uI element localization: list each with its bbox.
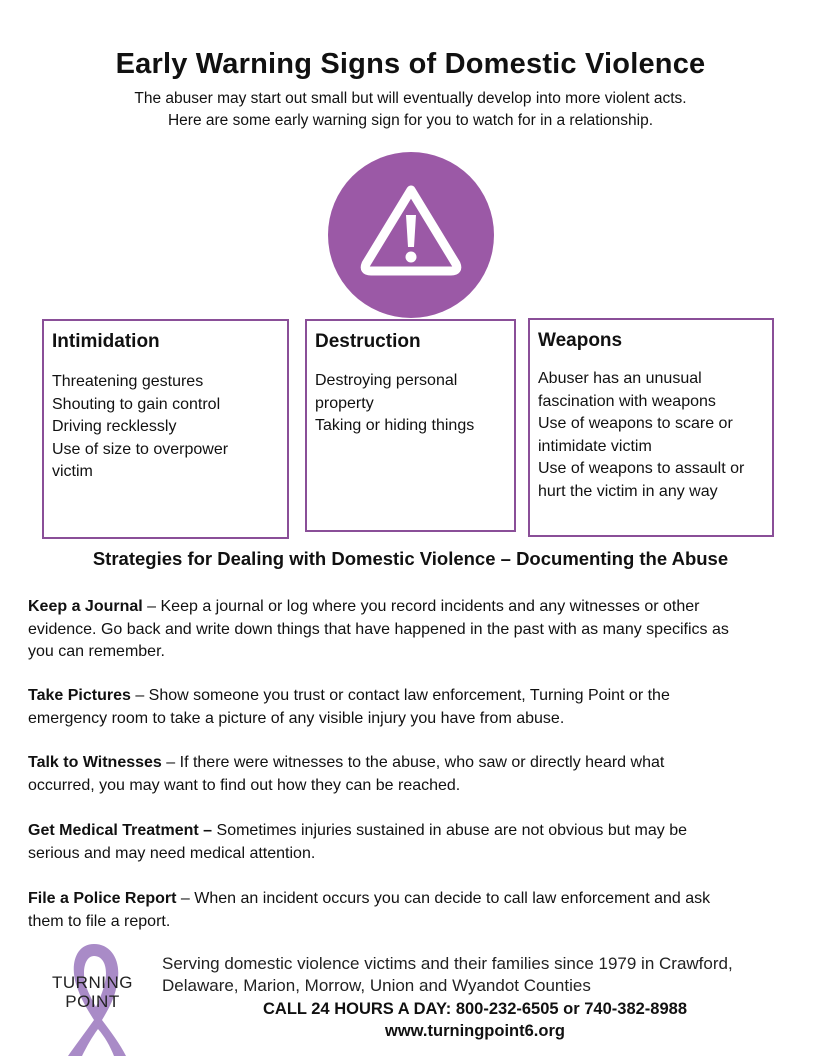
serving-line-2: Delaware, Marion, Morrow, Union and Wyandot Counties: [162, 976, 591, 995]
destruction-box: [305, 319, 516, 532]
strategy-text: serious and may need medical attention.: [28, 844, 316, 862]
page-title: Early Warning Signs of Domestic Violence: [115, 48, 706, 80]
strategy-separator: –: [176, 890, 195, 907]
list-item: property: [315, 394, 374, 412]
list-item: hurt the victim in any way: [538, 482, 718, 500]
list-item: Use of weapons to scare or: [538, 415, 733, 432]
strategy-medical-treatment: [28, 820, 798, 865]
logo-text-turning: TURNING: [52, 973, 133, 992]
strategy-text: them to file a report.: [28, 912, 171, 930]
logo-text-point: POINT: [65, 992, 120, 1011]
list-item: Threatening gestures: [52, 373, 204, 390]
strategy-talk-witnesses: [28, 752, 798, 797]
strategy-separator: –: [142, 598, 161, 615]
strategy-term: Keep a Journal: [28, 598, 143, 615]
strategy-term: Take Pictures: [28, 687, 131, 704]
list-item: intimidate victim: [538, 437, 652, 455]
strategies-heading: Strategies for Dealing with Domestic Violence – Documenting the Abuse: [92, 548, 729, 569]
strategy-term: Get Medical Treatment –: [28, 822, 213, 839]
strategy-text: Sometimes injuries sustained in abuse are not obvious but may be: [216, 822, 687, 839]
list-item: Destroying personal: [315, 372, 458, 389]
destruction-title: Destruction: [315, 331, 421, 352]
warning-circle: [328, 152, 494, 318]
weapons-list: [538, 368, 758, 503]
list-item: Shouting to gain control: [52, 395, 221, 413]
subtitle-line-2: Here are some early warning sign for you to watch for in a relationship.: [167, 112, 654, 129]
subtitle-line-1: The abuser may start out small but will eventually develop into more violent acts.: [134, 90, 687, 107]
list-item: Use of weapons to assault or: [538, 460, 745, 477]
strategy-text: If there were witnesses to the abuse, who saw or directly heard what: [179, 754, 665, 771]
strategy-text: When an incident occurs you can decide to call law enforcement and ask: [194, 890, 711, 907]
strategy-text: occurred, you may want to find out how they can be reached.: [28, 776, 461, 794]
strategy-text: Show someone you trust or contact law enforcement, Turning Point or the: [148, 687, 670, 704]
weapons-title: Weapons: [538, 330, 623, 351]
intimidation-list: [52, 371, 273, 484]
intimidation-box: [42, 319, 289, 539]
strategy-text: you can remember.: [28, 643, 165, 660]
warning-icon: [328, 152, 494, 318]
hotline: CALL 24 HOURS A DAY: 800-232-6505 or 740-382-8988: [262, 1000, 687, 1018]
strategy-text: emergency room to take a picture of any visible injury you have from abuse.: [28, 709, 565, 727]
footer-serving: [162, 953, 802, 997]
list-item: fascination with weapons: [538, 392, 716, 410]
list-item: victim: [52, 463, 93, 480]
list-item: Driving recklessly: [52, 418, 177, 435]
strategy-police-report: [28, 888, 798, 933]
strategy-text: evidence. Go back and write down things that have happened in the past with as many specifics as: [28, 620, 729, 638]
list-item: Use of size to overpower: [52, 440, 229, 458]
website-link[interactable]: www.turningpoint6.org: [385, 1022, 565, 1040]
strategy-separator: –: [161, 754, 180, 771]
list-item: Abuser has an unusual: [538, 370, 702, 387]
destruction-list: [315, 370, 500, 438]
strategy-separator: –: [130, 687, 149, 704]
strategy-text: Keep a journal or log where you record incidents and any witnesses or other: [160, 598, 700, 615]
serving-line-1: Serving domestic violence victims and their families since 1979 in Crawford,: [162, 954, 733, 973]
list-item: Taking or hiding things: [315, 417, 475, 434]
weapons-box: [528, 318, 774, 537]
strategy-term: Talk to Witnesses: [28, 754, 162, 771]
intimidation-title: Intimidation: [52, 331, 160, 352]
strategy-term: File a Police Report: [28, 890, 177, 907]
strategy-keep-journal: [28, 596, 798, 664]
strategy-take-pictures: [28, 685, 798, 730]
